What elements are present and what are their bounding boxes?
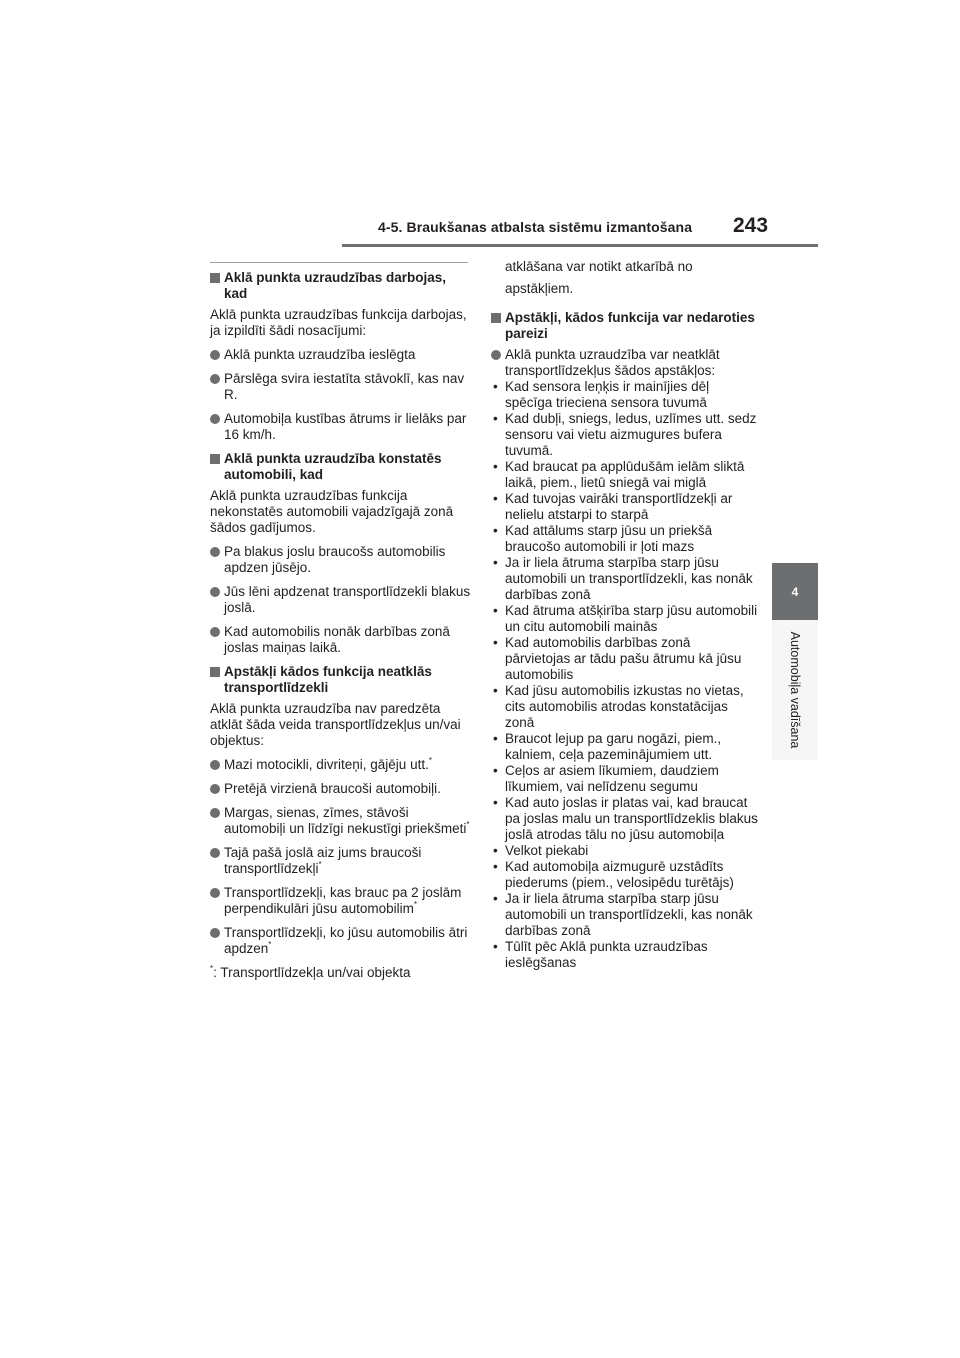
list-item: • Kad auto joslas ir platas vai, kad braucat pa joslas malu un transportlīdzeklis blakus joslā atrodas tālu no jūsu automobiļa: [493, 795, 758, 842]
square-bullet-icon: [210, 273, 220, 283]
circle-bullet-icon: [210, 848, 220, 858]
section-heading: Aklā punkta uzraudzības darbojas, kad: [210, 270, 472, 302]
circle-bullet-icon: [210, 627, 220, 637]
left-column: [210, 270, 472, 989]
list-item: • Braucot lejup pa garu nogāzi, piem., kalniem, ceļa pazeminājumiem utt.: [493, 731, 722, 762]
column-top-rule: [210, 262, 468, 263]
dot-bullet-icon: •: [493, 635, 498, 650]
bullet-item: Tajā pašā joslā aiz jums braucoši transportlīdzekļi*: [210, 845, 472, 877]
dot-bullet-icon: •: [493, 763, 498, 778]
circle-bullet-icon: [210, 808, 220, 818]
chapter-tab[interactable]: [772, 563, 818, 620]
list-item: • Velkot piekabi: [493, 843, 589, 858]
dot-bullet-icon: •: [493, 891, 498, 906]
dot-bullet-icon: •: [493, 523, 498, 538]
footnote-asterisk: *: [318, 860, 322, 869]
circle-bullet-icon: [210, 888, 220, 898]
list-item: • Kad tuvojas vairāki transportlīdzekļi ar nelielu atstarpi to starpā: [493, 491, 733, 522]
paragraph: Aklā punkta uzraudzības funkcija darbojas, ja izpildīti šādi nosacījumi:: [210, 307, 467, 338]
circle-bullet-icon: [210, 414, 220, 424]
square-bullet-icon: [210, 667, 220, 677]
list-item: • Kad sensora leņķis ir mainījies dēļ spēcīga trieciena sensora tuvumā: [493, 379, 710, 410]
footnote-mark: *: [210, 964, 214, 973]
section-title: 4-5. Braukšanas atbalsta sistēmu izmantošana: [378, 219, 693, 235]
circle-bullet-icon: [210, 350, 220, 360]
dot-bullet-icon: •: [493, 411, 498, 426]
dot-bullet-icon: •: [493, 379, 498, 394]
page-number: 243: [733, 214, 769, 237]
list-item: • Kad automobilis darbības zonā pārvietojas ar tādu pašu ātrumu kā jūsu automobilis: [493, 635, 742, 682]
paragraph: Aklā punkta uzraudzība nav paredzēta atklāt šāda veida transportlīdzekļus un/vai objektus:: [210, 701, 461, 748]
dot-bullet-icon: •: [493, 491, 498, 506]
circle-bullet-icon: [491, 350, 501, 360]
section-heading: Apstākļi, kādos funkcija var nedaroties pareizi: [491, 310, 759, 342]
list-item: • Ja ir liela ātruma starpība starp jūsu automobili un transportlīdzekli, kas nonāk darbības zonā: [493, 891, 753, 938]
list-item: • Kad jūsu automobilis izkustas no vietas, cits automobilis atrodas konstatācijas zonā: [493, 683, 744, 730]
list-item: • Kad dubļi, sniegs, ledus, uzlīmes utt. sedz sensoru vai vietu aizmugures bufera tuvumā.: [493, 411, 757, 458]
circle-bullet-icon: [210, 547, 220, 557]
circle-bullet-icon: [210, 784, 220, 794]
bullet-item: Aklā punkta uzraudzība var neatklāt transportlīdzekļus šādos apstākļos:: [491, 347, 759, 379]
dot-bullet-icon: •: [493, 795, 498, 810]
dot-bullet-icon: •: [493, 459, 498, 474]
bullet-item: Pa blakus joslu braucošs automobilis apdzen jūsējo.: [210, 544, 472, 576]
bullet-item: Automobiļa kustības ātrums ir lielāks par 16 km/h.: [210, 411, 472, 443]
circle-bullet-icon: [210, 760, 220, 770]
section-heading: Aklā punkta uzraudzība konstatēs automobili, kad: [210, 451, 472, 483]
footnote-continuation: atklāšana var notikt atkarībā no apstākļiem.: [505, 259, 693, 296]
square-bullet-icon: [491, 313, 501, 323]
list-item: • Kad automobiļa aizmugurē uzstādīts piederums (piem., velosipēdu turētājs): [493, 859, 734, 890]
footnote-asterisk: *: [268, 940, 272, 949]
dot-bullet-icon: •: [493, 859, 498, 874]
bullet-item: Pārslēga svira iestatīta stāvoklī, kas nav R.: [210, 371, 472, 403]
section-heading: Apstākļi kādos funkcija neatklās transportlīdzekli: [210, 664, 472, 696]
footnote-asterisk: *: [428, 756, 432, 765]
circle-bullet-icon: [210, 928, 220, 938]
dot-bullet-icon: •: [493, 683, 498, 698]
bullet-item: Jūs lēni apdzenat transportlīdzekli blakus joslā.: [210, 584, 472, 616]
bullet-item: Pretējā virzienā braucoši automobiļi.: [210, 781, 472, 797]
dot-bullet-icon: •: [493, 939, 498, 954]
footnote: *: Transportlīdzekļa un/vai objekta: [210, 964, 411, 980]
dot-bullet-icon: •: [493, 603, 498, 618]
bullet-item: Margas, sienas, zīmes, stāvoši automobiļi un līdzīgi nekustīgi priekšmeti*: [210, 805, 472, 837]
footnote-asterisk: *: [413, 900, 417, 909]
right-column: [491, 256, 759, 971]
list-item: • Kad attālums starp jūsu un priekšā braucošo automobili ir ļoti mazs: [493, 523, 713, 554]
paragraph: Aklā punkta uzraudzības funkcija nekonstatēs automobili vajadzīgajā zonā šādos gadījumos.: [210, 488, 454, 535]
list-item: • Ceļos ar asiem līkumiem, daudziem līkumiem, vai nelīdzenu segumu: [493, 763, 719, 794]
bullet-item: Transportlīdzekļi, ko jūsu automobilis ātri apdzen*: [210, 925, 472, 957]
bullet-item: Transportlīdzekļi, kas brauc pa 2 joslām perpendikulāri jūsu automobilim*: [210, 885, 472, 917]
bullet-item: Aklā punkta uzraudzība ieslēgta: [210, 347, 472, 363]
list-item: • Kad braucat pa applūdušām ielām sliktā laikā, piem., lietū sniegā vai miglā: [493, 459, 745, 490]
circle-bullet-icon: [210, 374, 220, 384]
header-divider: [342, 244, 818, 247]
circle-bullet-icon: [210, 587, 220, 597]
bullet-item: Kad automobilis nonāk darbības zonā joslas maiņas laikā.: [210, 624, 472, 656]
dot-bullet-icon: •: [493, 555, 498, 570]
chapter-title: Automobiļa vadīšana: [788, 631, 802, 749]
bullet-item: Mazi motocikli, divriteņi, gājēju utt.*: [210, 757, 472, 773]
list-item: • Kad ātruma atšķirība starp jūsu automobili un citu automobili mainās: [493, 603, 758, 634]
dot-bullet-icon: •: [493, 843, 498, 858]
list-item: • Tūlīt pēc Aklā punkta uzraudzības ieslēgšanas: [493, 939, 708, 970]
chapter-number: 4: [791, 584, 799, 599]
footnote-asterisk: *: [466, 820, 470, 829]
square-bullet-icon: [210, 454, 220, 464]
list-item: • Ja ir liela ātruma starpība starp jūsu automobili un transportlīdzekli, kas nonāk darbības zonā: [493, 555, 753, 602]
dot-bullet-icon: •: [493, 731, 498, 746]
conditions-list: [491, 379, 759, 971]
